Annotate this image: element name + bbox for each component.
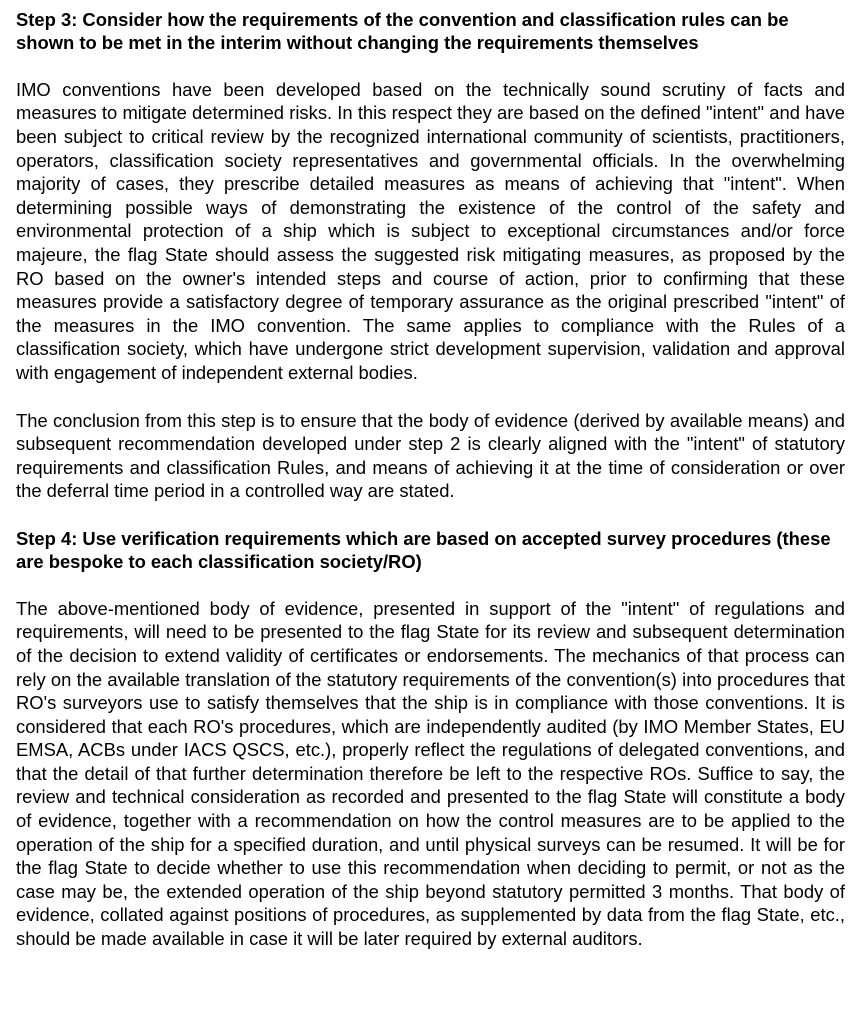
step-4-paragraph-1: The above-mentioned body of evidence, presented in support of the "intent" of regulations and requirements, will need to be presented to the flag State for its review and subsequent determination of the decision to extend validity of certificates or endorsements. The mechanics of that process can rely on the available translation of the statutory requirements of the convention(s) into procedures that RO's surveyors use to satisfy themselves that the ship is in compliance with those conventions. It is considered that each RO's procedures, which are independently audited (by IMO Member States, EU EMSA, ACBs under IACS QSCS, etc.), properly reflect the regulations of delegated conventions, and that the detail of that further determination therefore be left to the respective ROs. Suffice to say, the review and technical consideration as recorded and presented to the flag State will constitute a body of evidence, together with a recommendation on how the control measures are to be applied to the operation of the ship for a specified duration, and until physical surveys can be resumed. It will be for the flag State to decide whether to use this recommendation when deciding to permit, or not as the case may be, the extended operation of the ship beyond statutory permitted 3 months. That body of evidence, collated against positions of procedures, as supplemented by data from the flag State, etc., should be made available in case it will be later required by external auditors. (16, 597, 845, 950)
step-3-heading: Step 3: Consider how the requirements of the convention and classification rules can be shown to be met in the interim without changing the requirements themselves (16, 9, 789, 54)
step-3-paragraph-1: IMO conventions have been developed based on the technically sound scrutiny of facts and measures to mitigate determined risks. In this respect they are based on the defined "intent" and have been subject to critical review by the recognized international community of scientists, practitioners, operators, classification society representatives and governmental officials. In the overwhelming majority of cases, they prescribe detailed measures as means of achieving that "intent". When determining possible ways of demonstrating the existence of the control of the safety and environmental protection of a ship which is subject to exceptional circumstances and/or force majeure, the flag State should assess the suggested risk mitigating measures, as proposed by the RO based on the owner's intended steps and course of action, prior to confirming that these measures provide a satisfactory degree of temporary assurance as the original prescribed "intent" of the measures in the IMO convention. The same applies to compliance with the Rules of a classification society, which have undergone strict development supervision, validation and approval with engagement of independent external bodies. (16, 78, 845, 383)
step-4-section (16, 527, 845, 951)
step-3-section (16, 8, 845, 503)
step-3-paragraph-2: The conclusion from this step is to ensure that the body of evidence (derived by available means) and subsequent recommendation developed under step 2 is clearly aligned with the "intent" of statutory requirements and classification Rules, and means of achieving it at the time of consideration or over the deferral time period in a controlled way are stated. (16, 409, 845, 502)
step-4-heading: Step 4: Use verification requirements which are based on accepted survey procedures (these are bespoke to each classification society/RO) (16, 527, 831, 573)
